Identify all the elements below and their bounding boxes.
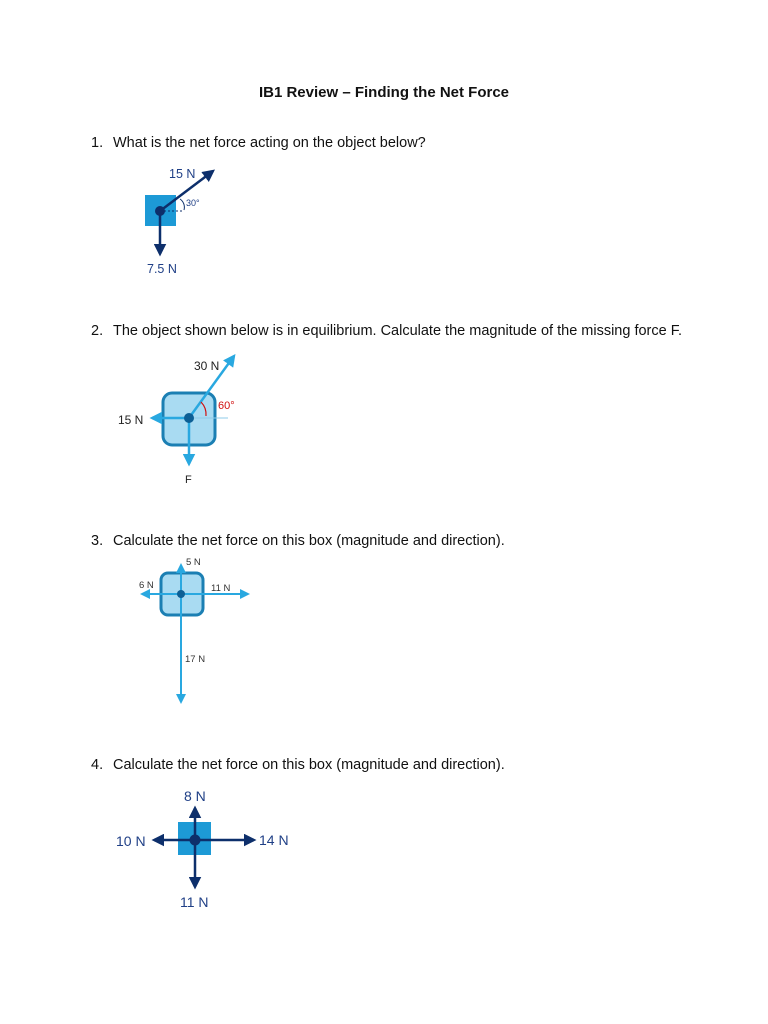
question-text: The object shown below is in equilibrium. Calculate the magnitude of the missing force F.: [113, 323, 683, 339]
label-15n: 15 N: [169, 167, 196, 181]
label-30n: 30 N: [194, 359, 220, 373]
center-dot: [190, 835, 201, 846]
page-title: IB1 Review – Finding the Net Force: [258, 84, 510, 101]
figure-4: [110, 783, 300, 913]
question-text: What is the net force acting on the object below?: [113, 135, 426, 151]
question-3: [91, 533, 505, 549]
question-4: [91, 757, 505, 773]
label-11n: 11 N: [211, 583, 231, 594]
question-number: 1.: [91, 135, 104, 151]
label-8n: 8 N: [184, 788, 206, 804]
question-1: [91, 135, 426, 151]
label-15n: 15 N: [118, 413, 144, 427]
question-text: Calculate the net force on this box (magnitude and direction).: [113, 757, 505, 773]
question-number: 4.: [91, 757, 104, 773]
angle-arc: [180, 199, 184, 210]
label-14n: 14 N: [259, 832, 289, 848]
question-text: Calculate the net force on this box (magnitude and direction).: [113, 533, 505, 549]
figure-2: [110, 350, 255, 490]
question-number: 3.: [91, 533, 104, 549]
question-2: [91, 323, 682, 339]
question-number: 2.: [91, 323, 104, 339]
label-60-deg: 60°: [218, 400, 235, 412]
label-10n: 10 N: [116, 833, 146, 849]
label-17n: 17 N: [185, 654, 206, 665]
center-dot: [184, 413, 194, 423]
center-dot: [155, 206, 165, 216]
label-30-deg: 30°: [186, 198, 200, 208]
label-11n: 11 N: [180, 894, 209, 910]
figure-3: [130, 553, 260, 708]
label-7-5n: 7.5 N: [147, 262, 177, 276]
label-6n: 6 N: [139, 580, 154, 591]
figure-1: [130, 160, 240, 285]
label-f: F: [185, 474, 192, 486]
center-dot: [177, 590, 185, 598]
label-5n: 5 N: [186, 557, 201, 568]
